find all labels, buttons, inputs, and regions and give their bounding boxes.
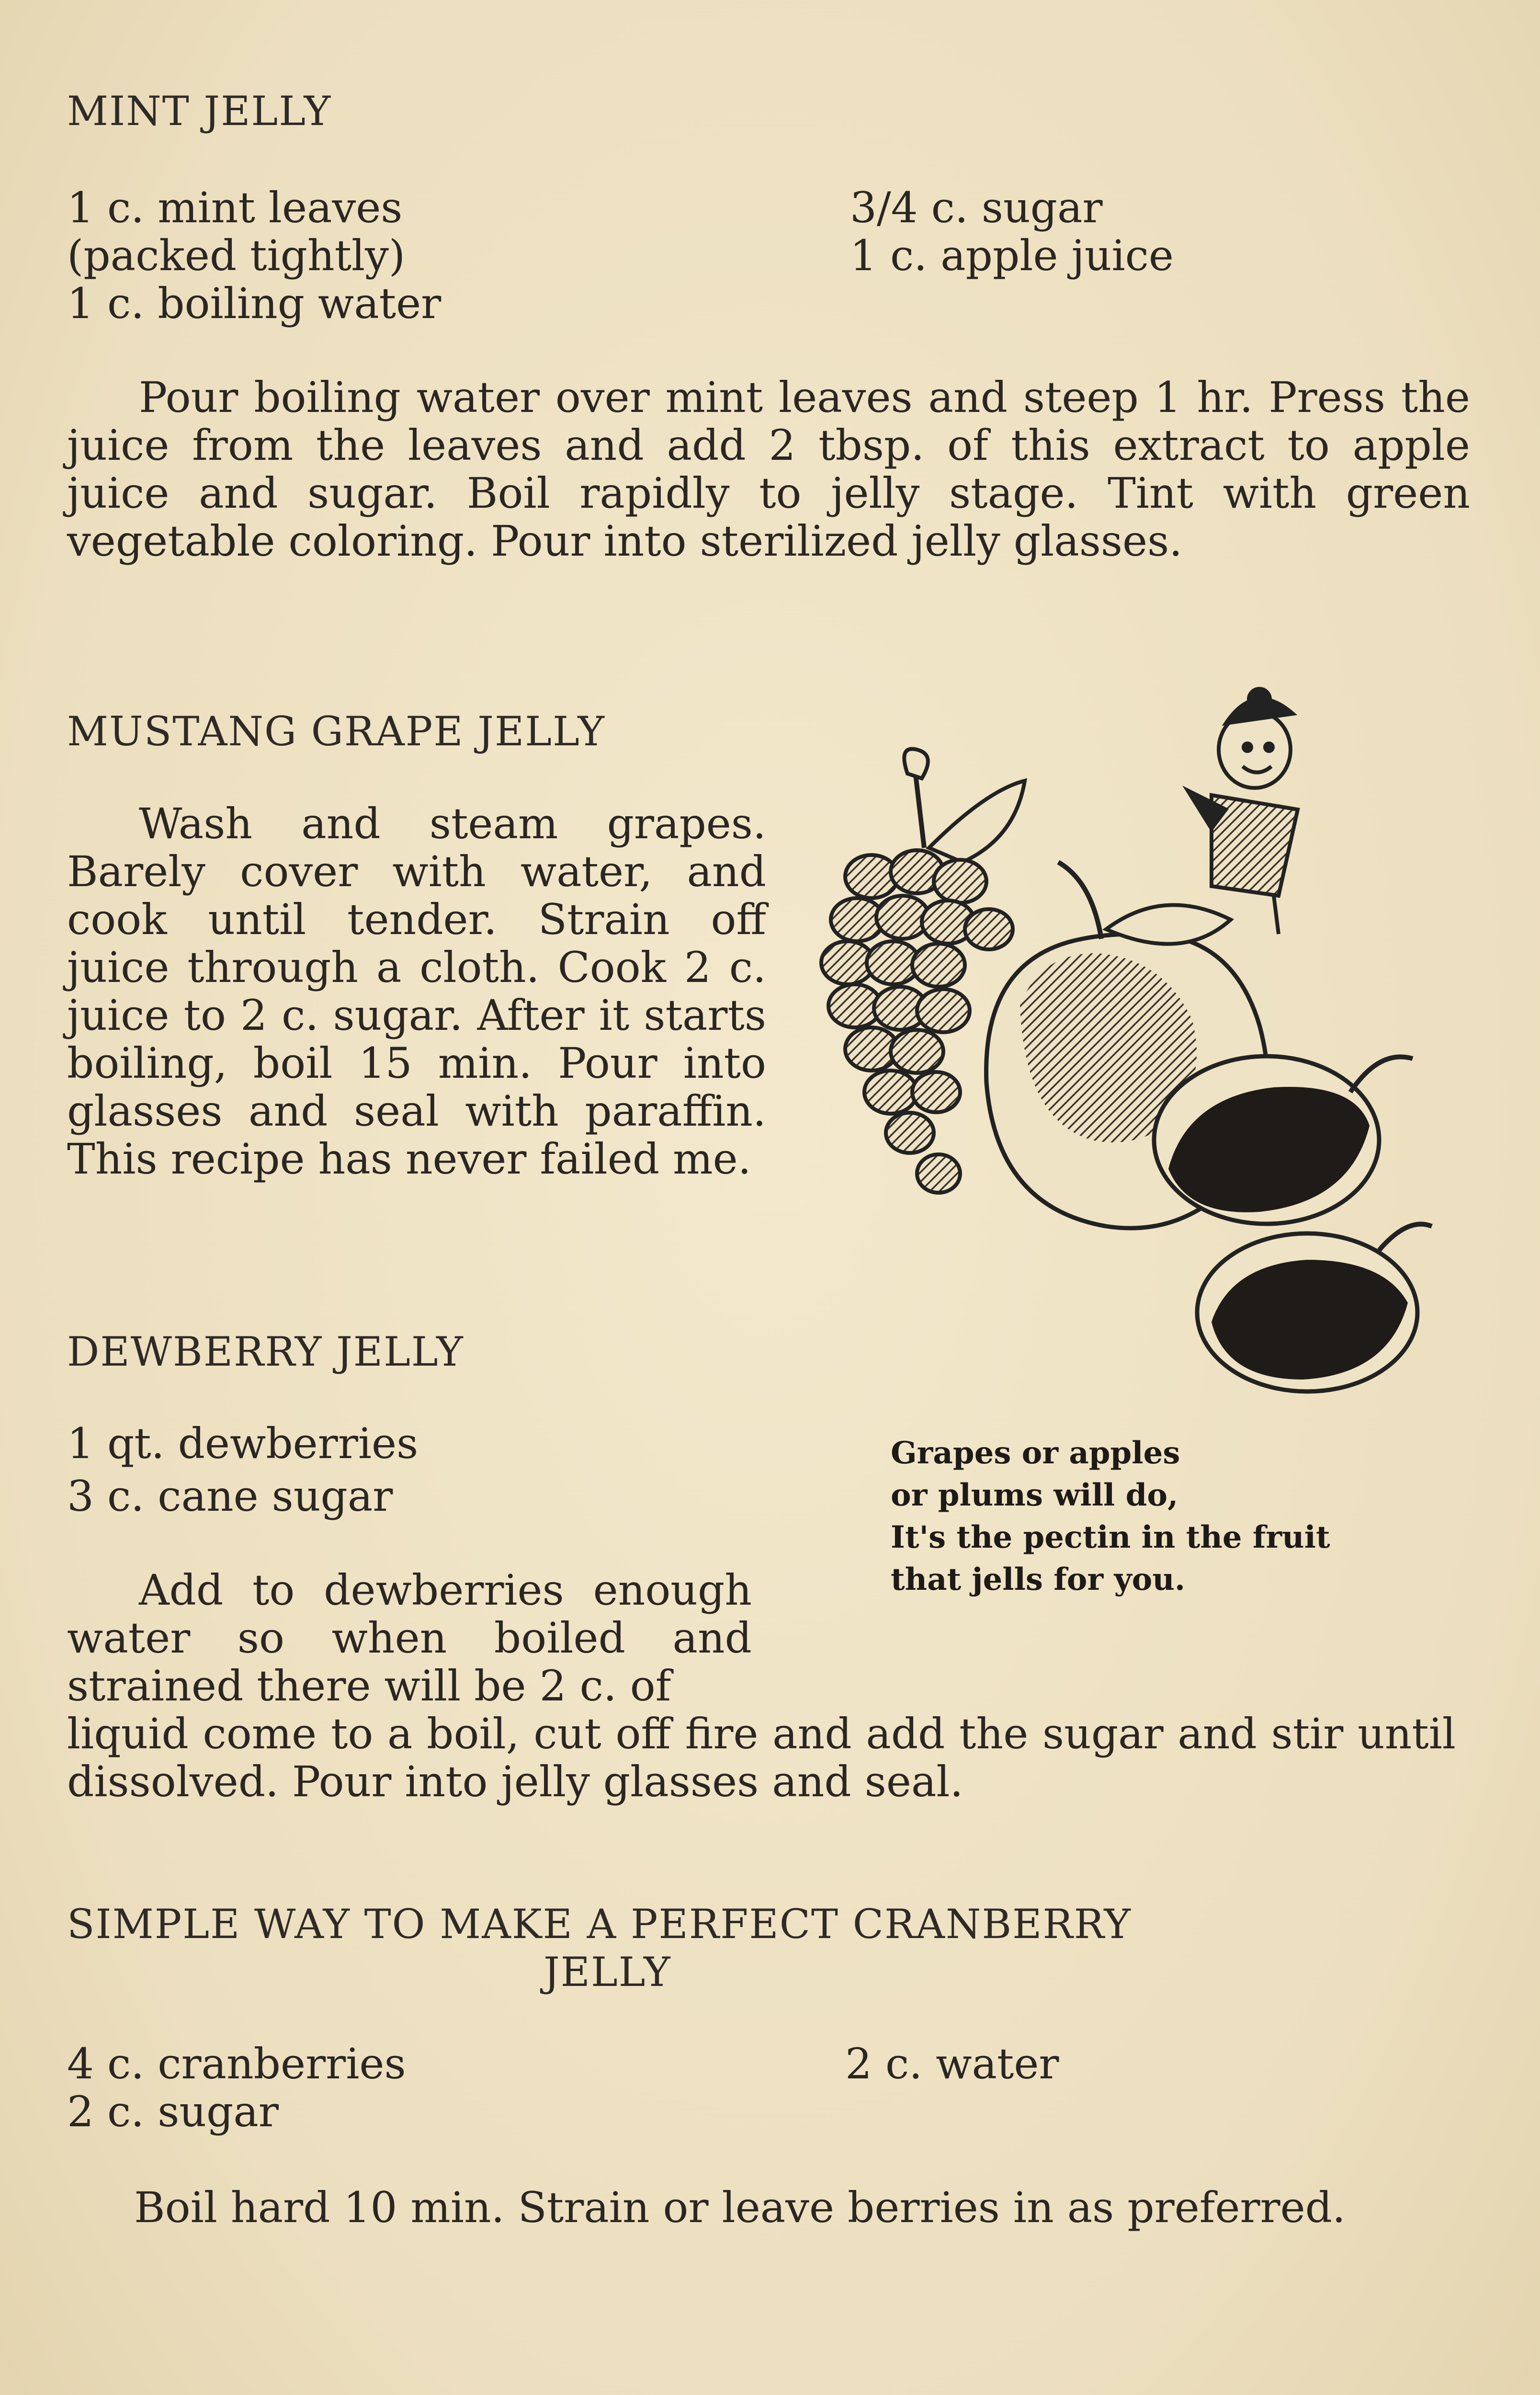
ingredient: 4 c. cranberries [67,2039,406,2088]
mustang-grape-jelly-title: MUSTANG GRAPE JELLY [67,708,605,755]
cranberry-jelly-directions: Boil hard 10 min. Strain or leave berries in as preferred. [134,2183,1346,2232]
ingredient: 1 c. mint leaves [67,183,403,232]
dewberry-jelly-directions-b: liquid come to a boil, cut off fire and add the sugar and stir until dissolved. Pour into jelly glasses and seal. [67,1709,1456,1806]
mint-jelly-directions: Pour boiling water over mint leaves and steep 1 hr. Press the juice from the leaves and add 2 tbsp. of this extract to apple juice and sugar. Boil rapidly to jelly stage. Tint with green vegetable coloring. Pour into sterilized jelly glasses. [67,373,1470,566]
ingredient: 2 c. water [845,2039,1059,2088]
caption-line: It's the pectin in the fruit [891,1519,1330,1555]
grapes-icon [821,850,1013,1193]
ingredient: 1 c. apple juice [850,231,1174,280]
character-icon [1188,689,1298,934]
fruit-illustration [814,671,1437,1399]
caption-line: Grapes or apples [891,1435,1180,1471]
mint-jelly-title: MINT JELLY [67,88,332,135]
dewberry-jelly-directions-a: Add to dewberries enough water so when boiled and strained there will be 2 c. of [67,1565,752,1711]
mustang-grape-jelly-directions: Wash and steam grapes. Barely cover with water, and cook until tender. Strain off juice through a cloth. Cook 2 c. juice to 2 c. sugar. After it starts boiling, boil 15 min. Pour into glasses and seal with paraffin. This recipe has never failed me. [67,799,766,1184]
plum-icon [1154,1056,1413,1224]
illustration-caption [891,1432,1465,1601]
ingredient: 1 qt. dewberries [67,1419,419,1468]
dewberry-jelly-title: DEWBERRY JELLY [67,1328,464,1375]
ingredient: 1 c. boiling water [67,279,442,328]
cranberry-jelly-title-cont: JELLY [544,1949,671,1996]
caption-line: that jells for you. [891,1562,1186,1597]
ingredient: (packed tightly) [67,231,406,280]
cranberry-jelly-title: SIMPLE WAY TO MAKE A PERFECT CRANBERRY [67,1901,1132,1948]
ingredient: 3/4 c. sugar [850,183,1103,232]
ingredient: 3 c. cane sugar [67,1471,393,1521]
ingredient: 2 c. sugar [67,2087,279,2136]
caption-line: or plums will do, [891,1477,1178,1513]
plum-icon [1197,1224,1432,1391]
